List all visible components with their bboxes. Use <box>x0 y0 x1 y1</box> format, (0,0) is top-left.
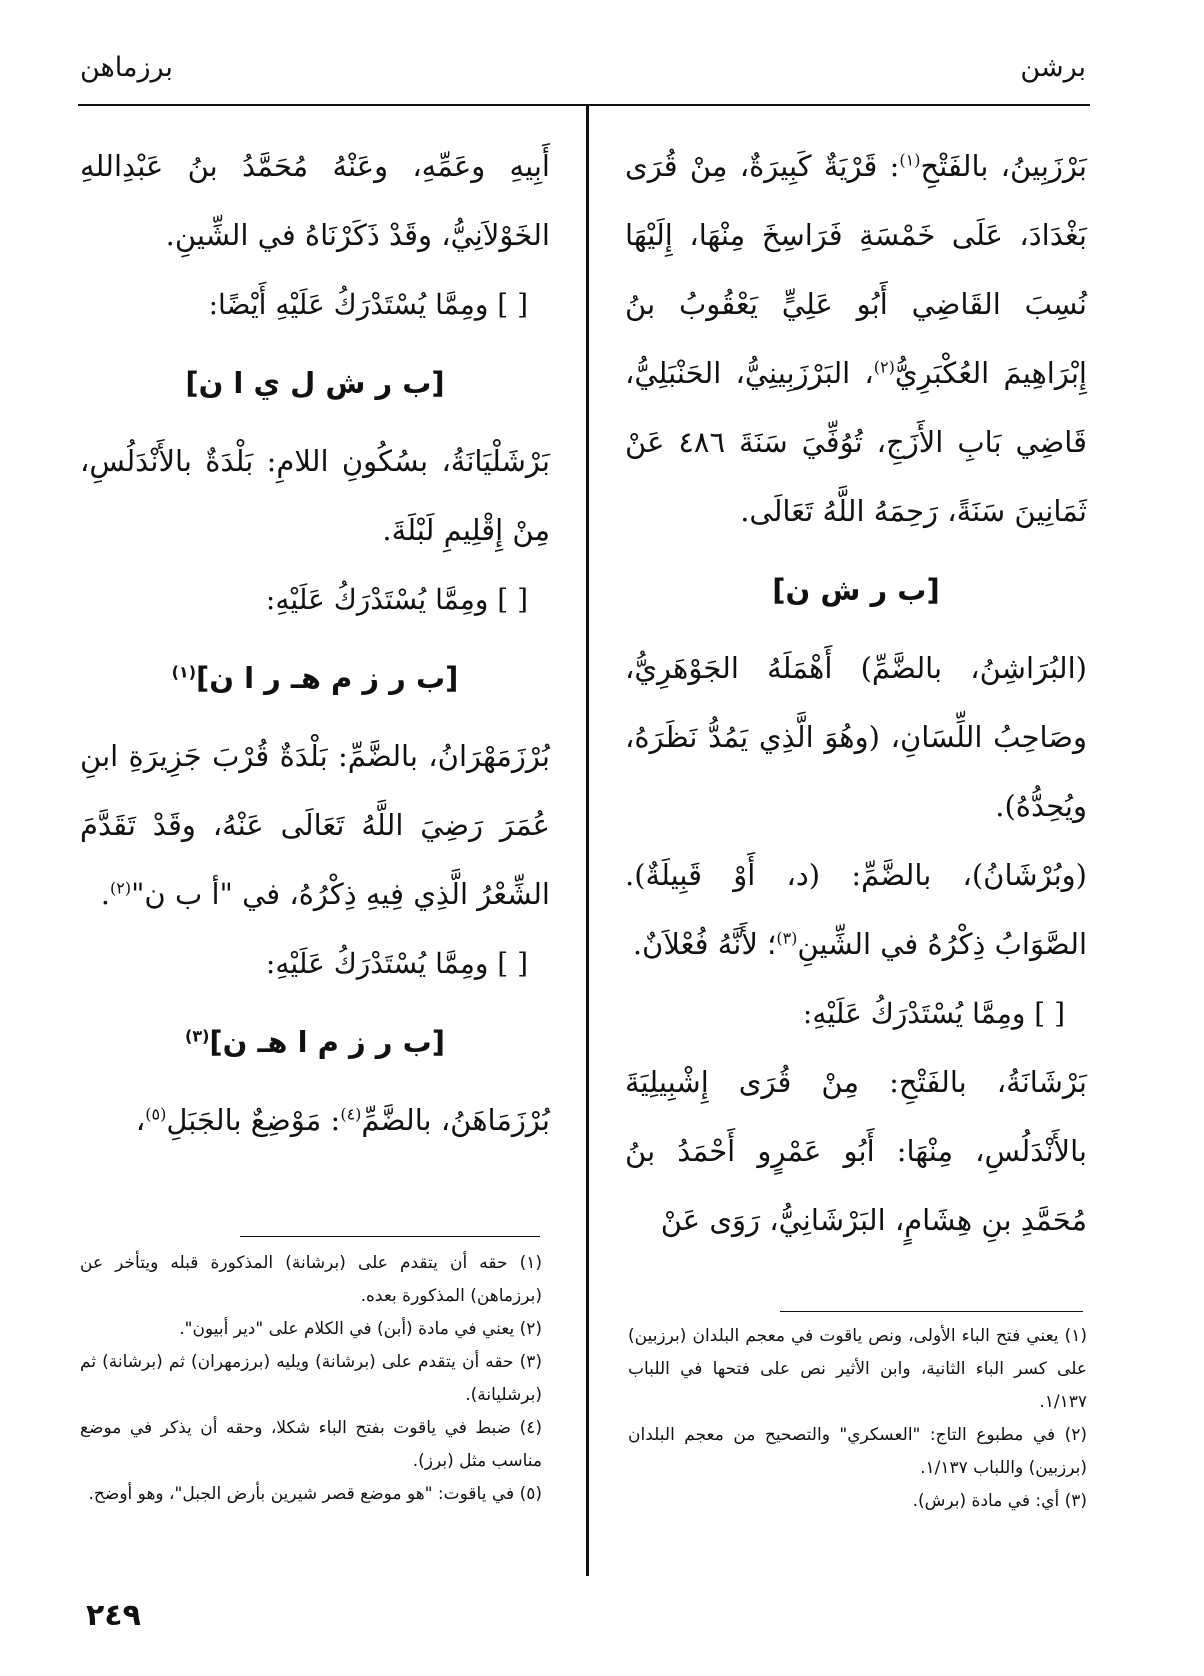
entry-continuation: أَبِيهِ وعَمِّهِ، وعَنْهُ مُحَمَّدُ بنُ عَبْدِاللهِ الخَوْلاَنِيُّ، وقَدْ ذَكَرْنَاهُ في الشِّينِ. <box>80 149 550 252</box>
entry-burzamahan <box>80 1086 550 1155</box>
footnotes-left <box>80 1247 542 1511</box>
footnote: (٢) يعني في مادة (أبن) في الكلام على "دير أبيون". <box>179 1319 542 1339</box>
footnote-ref: (٣) <box>776 928 798 948</box>
footnote: (١) يعني فتح الباء الأولى، ونص ياقوت في معجم البلدان (برزبين) على كسر الباء الثانية، وابن الأثير نص على فتحها في اللباب ١/١٣٧. <box>628 1326 1087 1412</box>
footnote-rule-left <box>240 1236 540 1237</box>
heading-text: [ب ر ز م ا هـ ن] <box>209 1025 445 1059</box>
page-number: ٢٤٩ <box>86 1598 141 1633</box>
root-heading-brshlyan: [ب ر ش ل ي ا ن] <box>185 366 445 400</box>
entry-text: : مَوْضِعٌ بالجَبَلِ <box>166 1103 341 1137</box>
entry-barashin: (البُرَاشِنُ، بالضَّمِّ) أَهْمَلَهُ الجَوْهَرِيُّ، وصَاحِبُ اللِّسَانِ، (وهُوَ الَّذِي يَمُدُّ نَظَرَهُ، ويُحِدُّهُ). <box>625 651 1087 823</box>
addendum-note: [ ] ومِمَّا يُسْتَدْرَكُ عَلَيْهِ أَيْضًا: <box>208 288 528 321</box>
entry-text: بُرْزَمَاهَنُ، بالضَّمِّ <box>361 1103 550 1137</box>
footnote-ref: (٤) <box>340 1104 362 1124</box>
entry-text: (وبُرْشَانُ)، بالضَّمِّ: (د، أَوْ قَبِيلَةٌ). الصَّوَابُ ذِكْرُهُ في الشِّينِ <box>625 858 1087 961</box>
entry-text: ، <box>135 1103 146 1137</box>
entry-text: بُرْزَمَهْرَانُ، بالضَّمِّ: بَلْدَةٌ قُرْبَ جَزِيرَةِ ابنِ عُمَرَ رَضِيَ اللَّهُ تَعَالَى عَنْهُ، وقَدْ تَقَدَّمَ الشِّعْرُ الَّذِي فِيهِ ذِكْرُهُ، في "أ ب ن" <box>80 739 550 911</box>
entry-text: . <box>100 877 110 911</box>
footnote: (٢) في مطبوع التاج: "العسكري" والتصحيح من معجم البلدان (برزبين) واللباب ١/١٣٧. <box>628 1425 1087 1478</box>
footnote-ref: (١) <box>899 150 921 170</box>
entry-text: ؛ لأَنَّهُ فُعْلاَنٌ. <box>632 927 777 961</box>
entry-burshan <box>625 841 1087 979</box>
footnote-ref: (٢) <box>110 878 132 898</box>
footnote: (٥) في ياقوت: "هو موضع قصر شيرين بأرض الجبل"، وهو أوضح. <box>88 1484 542 1504</box>
entry-barshalyana: بَرْشَلْيَانَةُ، بسُكُونِ اللامِ: بَلْدَةٌ بالأَنْدَلُسِ، مِنْ إِقْلِيمِ لَبْلَةَ. <box>80 444 550 547</box>
addendum-note: [ ] ومِمَّا يُسْتَدْرَكُ عَلَيْهِ: <box>265 583 528 616</box>
left-column <box>80 132 550 1155</box>
right-column <box>625 132 1087 1255</box>
entry-text: : قَرْيَةٌ كَبِيرَةٌ، مِنْ قُرَى بَغْدَادَ، عَلَى خَمْسَةِ فَرَاسِخَ مِنْهَا، إِلَيْهَا نُسِبَ القَاضِي أَبُو عَلِيٍّ يَعْقُوبُ بنُ إِبْرَاهِيمَ العُكْبَرِيُّ <box>625 149 1087 390</box>
entry-burzamahran <box>80 722 550 929</box>
entry-barshana: بَرْشَانَةُ، بالفَتْحِ: مِنْ قُرَى إِشْبِيلِيَةَ بالأَنْدَلُسِ، مِنْهَا: أَبُو عَمْرٍو أَحْمَدُ بنُ مُحَمَّدِ بنِ هِشَامٍ، البَرْشَانِيُّ، رَوَى عَنْ <box>625 1065 1087 1237</box>
footnote: (٣) حقه أن يتقدم على (برشانة) ويليه (برزمهران) ثم (برشانة) ثم (برشليانة). <box>80 1352 542 1405</box>
footnote-rule-right <box>780 1311 1083 1312</box>
running-header-right: برشن <box>1020 52 1086 83</box>
entry-text: ، البَرْزَبِينِيُّ، الحَنْبَلِيُّ، قَاضِي بَابِ الأَزَجِ، تُوُفِّيَ سَنَةَ ٤٨٦ عَنْ ثَمَانِينَ سَنَةً، رَحِمَهُ اللَّهُ تَعَالَى. <box>625 356 1087 528</box>
header-rule <box>78 104 1090 106</box>
footnote: (٣) أي: في مادة (برش). <box>912 1491 1087 1511</box>
addendum-note: [ ] ومِمَّا يُسْتَدْرَكُ عَلَيْهِ: <box>802 997 1065 1030</box>
entry-barzabin <box>625 132 1087 546</box>
addendum-note: [ ] ومِمَّا يُسْتَدْرَكُ عَلَيْهِ: <box>265 947 528 980</box>
footnote-ref: (٥) <box>145 1104 167 1124</box>
root-heading-brshn: [ب ر ش ن] <box>772 573 940 607</box>
heading-text: [ب ر ز م هـ ر ا ن] <box>196 661 459 695</box>
footnote-ref: (٢) <box>873 357 895 377</box>
footnote-ref: (١) <box>171 662 196 682</box>
footnotes-right <box>628 1320 1087 1518</box>
footnote-ref: (٣) <box>185 1026 210 1046</box>
footnote: (١) حقه أن يتقدم على (برشانة) المذكورة قبله ويتأخر عن (برزماهن) المذكورة بعده. <box>80 1253 542 1306</box>
root-heading-brzmhran <box>80 634 550 722</box>
entry-text: بَرْزَبِينُ، بالفَتْحِ <box>920 149 1087 183</box>
root-heading-brzmahn <box>80 998 550 1086</box>
column-divider <box>586 106 589 1576</box>
running-header-left: برزماهن <box>80 52 173 83</box>
footnote: (٤) ضبط في ياقوت بفتح الباء شكلا، وحقه أن يذكر في موضع مناسب مثل (برز). <box>80 1418 542 1471</box>
